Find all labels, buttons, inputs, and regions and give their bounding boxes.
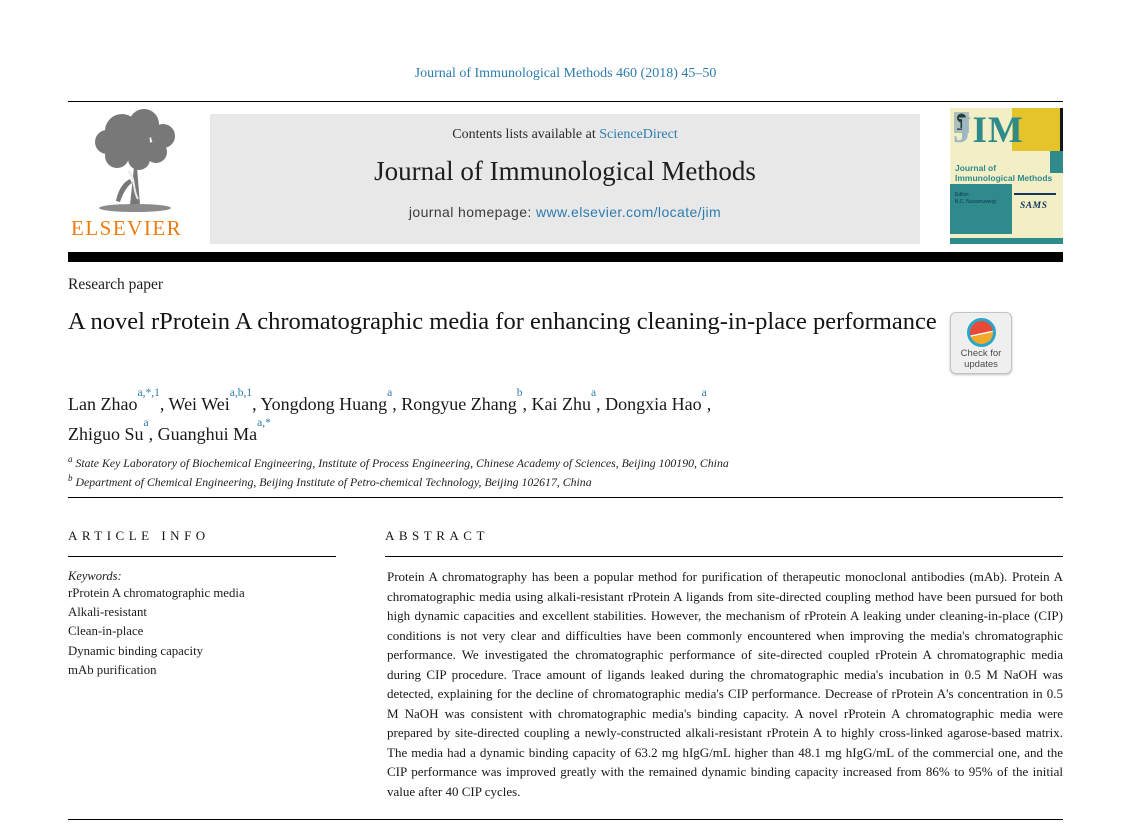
contents-prefix: Contents lists available at (452, 127, 600, 142)
sciencedirect-link[interactable]: ScienceDirect (599, 127, 678, 142)
homepage-prefix: journal homepage: (408, 204, 536, 220)
keyword: Dynamic binding capacity (68, 643, 204, 658)
author-line-2 (68, 418, 978, 448)
abstract-text: Protein A chromatography has been a popular method for purification of therapeutic monoclonal antibodies (mAb). Protein A chromatographic media using alkali-resistant rProtein A ligands from site-directed coupling method have been pursued for both high dynamic capacities and excellent stabilities. However, the mechanism of rProtein A leaking under cleaning-in-place (CIP) conditions is not very clear and difficulties have been commonly encountered when improving the media's chromatographic performance. We investigated the chromatographic performance of site-directed coupled rProtein A chromatographic media during CIP procedure. Trace amount of ligands leaked during the chromatographic media's incubation in 0.5 M NaOH was detected, explaining for the decline of chromatographic media's CIP performance. Decrease of rProtein A's concentration in 0.5 M NaOH was consistent with chromatographic media's binding capacity. A novel rProtein A chromatographic media were prepared by site-directed coupling a newly-constructed alkali-resistant rProtein A to highly cross-linked agarose-based matrix. The media had a dynamic binding capacity of 63.2 mg hIgG/mL higher than 48.1 mg hIgG/mL of the commercial one, and the CIP performance was improved greatly with the remained dynamic binding capacity increased from 86% to 95% of the initial value after 40 CIP cycles. (387, 569, 1063, 800)
affiliation-text: Department of Chemical Engineering, Beijing Institute of Petro-chemical Technology, Beijing 102617, China (75, 475, 592, 490)
elsevier-wordmark: ELSEVIER (71, 216, 183, 240)
journal-masthead (68, 103, 1063, 245)
masthead-divider-bar (68, 252, 1063, 262)
author-separator: , (148, 423, 158, 444)
journal-banner (210, 114, 920, 244)
cover-jim-wordmark (953, 112, 1024, 149)
cover-letter-i: I (972, 110, 988, 151)
check-for-updates-badge[interactable] (950, 312, 1012, 374)
author (157, 416, 271, 444)
author (531, 387, 606, 414)
cover-rule (1014, 193, 1056, 195)
cover-dark-edge (1060, 108, 1063, 151)
keyword: Clean-in-place (68, 624, 144, 639)
cover-publisher-mark: SAMS (1020, 201, 1048, 211)
journal-title: Journal of Immunological Methods (374, 156, 756, 186)
author-list (68, 388, 978, 447)
author-separator: , (159, 394, 169, 414)
author-name: Guanghui Ma (157, 423, 258, 444)
article-info-rule (68, 556, 336, 557)
cover-title-line1: Journal of (955, 163, 997, 173)
author (68, 387, 169, 414)
affiliation-a (68, 452, 998, 471)
abstract-heading: ABSTRACT (385, 528, 489, 543)
badge-line2: updates (964, 358, 998, 370)
cover-letter-m: M (987, 110, 1024, 151)
article-info-column (68, 528, 336, 680)
author-name: Kai Zhu (531, 394, 591, 414)
cover-editor-label: Editor: (955, 192, 970, 198)
author (260, 387, 402, 414)
author-sup: a (591, 387, 597, 399)
author-sup: a,b,1 (229, 387, 253, 399)
top-rule (68, 101, 1063, 102)
homepage-link[interactable]: www.elsevier.com/locate/jim (535, 204, 722, 220)
author-separator: , (706, 394, 712, 414)
check-updates-label (951, 349, 1011, 370)
author-name: Wei Wei (168, 394, 230, 414)
author-line-1 (68, 388, 978, 418)
author (68, 416, 158, 444)
cover-editor-name: B.C. Nussenzweig (955, 198, 996, 205)
cover-title-line2: Immunological Methods (955, 173, 1053, 183)
author-separator: , (252, 394, 261, 414)
author-separator: , (392, 394, 402, 414)
cover-teal-strip-bottom (950, 238, 1063, 244)
elsevier-tree-icon (80, 109, 192, 215)
author-name: Zhiguo Su (68, 423, 144, 444)
author (168, 387, 261, 414)
running-head-citation: Journal of Immunological Methods 460 (2018) 45–50 (414, 66, 717, 81)
affiliation-sup: b (68, 473, 73, 484)
affiliations (68, 452, 998, 491)
author-separator: , (596, 394, 606, 414)
article-type-label: Research paper (68, 276, 164, 293)
keyword: Alkali-resistant (68, 605, 147, 620)
section-divider-rule (68, 497, 1063, 498)
keywords-label: Keywords: (68, 569, 122, 583)
homepage-line (210, 204, 920, 220)
author-sup: a (143, 416, 149, 429)
cover-journal-title (955, 163, 1052, 183)
author-name: Dongxia Hao (605, 394, 702, 414)
elsevier-logo (68, 103, 210, 245)
author (401, 387, 532, 414)
author-sup: a (387, 387, 393, 399)
journal-cover-thumbnail (950, 108, 1063, 244)
author-sup: a (701, 387, 707, 399)
keyword: mAb purification (68, 662, 157, 677)
contents-line (210, 114, 920, 143)
cover-letter-j: J (953, 110, 973, 151)
author-name: Yongdong Huang (260, 394, 388, 414)
article-title: A novel rProtein A chromatographic media for enhancing cleaning-in-place performance (68, 308, 937, 335)
author-sup: a,* (257, 416, 271, 429)
bottom-rule (68, 819, 1063, 820)
author-sup: a,*,1 (137, 387, 160, 399)
author (605, 387, 712, 414)
affiliation-text: State Key Laboratory of Biochemical Engineering, Institute of Process Engineering, Chinese Academy of Sciences, Beijing 100190, China (75, 455, 729, 470)
article-info-heading: ARTICLE INFO (68, 528, 210, 543)
cover-editor (955, 192, 996, 205)
author-name: Lan Zhao (68, 394, 138, 414)
author-name: Rongyue Zhang (401, 394, 517, 414)
keyword: rProtein A chromatographic media (68, 586, 245, 600)
author-separator: , (522, 394, 532, 414)
abstract-rule (385, 556, 1063, 557)
affiliation-b (68, 471, 998, 490)
author-sup: b (516, 387, 523, 399)
crossmark-icon (967, 318, 996, 347)
affiliation-sup: a (68, 454, 73, 464)
abstract-column (385, 528, 1063, 802)
badge-line1: Check for (960, 348, 1002, 359)
